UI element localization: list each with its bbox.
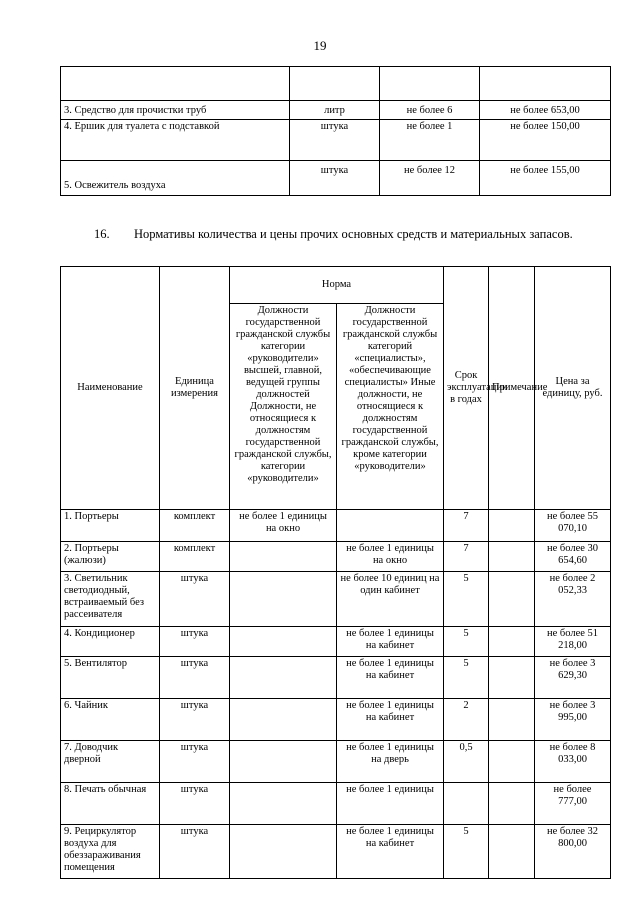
- cell-note: [489, 572, 535, 627]
- cell-unit: штука: [160, 699, 230, 741]
- supplies-table-continued: [60, 66, 611, 196]
- cell-unit: штука: [160, 572, 230, 627]
- header-note: Примечание: [489, 267, 535, 510]
- cell-unit: штука: [160, 825, 230, 879]
- cell-term: 5: [444, 657, 489, 699]
- cell-name: 6. Чайник: [61, 699, 160, 741]
- cell-note: [489, 510, 535, 542]
- cell-price: не более 150,00: [480, 120, 611, 161]
- cell-unit: штука: [290, 120, 380, 161]
- cell-norm: не более 12: [380, 161, 480, 196]
- cell-price: не более 653,00: [480, 101, 611, 120]
- header-unit: Единица измерения: [160, 267, 230, 510]
- cell-name: 7. Доводчик дверной: [61, 741, 160, 783]
- cell-note: [489, 627, 535, 657]
- cell-price: не более 155,00: [480, 161, 611, 196]
- cell-norm-a: [230, 572, 337, 627]
- table-header-row-empty: [61, 67, 611, 101]
- table-row: [61, 699, 611, 741]
- cell-price: не более 3 995,00: [535, 699, 611, 741]
- cell-name: 3. Средство для прочистки труб: [61, 101, 290, 120]
- cell-unit: комплект: [160, 510, 230, 542]
- cell-unit: штука: [290, 161, 380, 196]
- table-row: [61, 627, 611, 657]
- cell-note: [489, 825, 535, 879]
- cell-name: 9. Рециркулятор воздуха для обеззараживания помещения: [61, 825, 160, 879]
- header-price: Цена за единицу, руб.: [535, 267, 611, 510]
- table-row: [61, 120, 611, 161]
- cell-norm-b: не более 1 единицы: [337, 783, 444, 825]
- cell-price: не более 8 033,00: [535, 741, 611, 783]
- cell-norm-b: не более 1 единицы на кабинет: [337, 657, 444, 699]
- cell-note: [489, 699, 535, 741]
- cell-norm-a: [230, 741, 337, 783]
- table-row: [61, 783, 611, 825]
- cell-norm-b: [337, 510, 444, 542]
- cell-term: 0,5: [444, 741, 489, 783]
- table-row: [61, 572, 611, 627]
- cell-price: не более 777,00: [535, 783, 611, 825]
- section-number: 16.: [94, 227, 110, 241]
- norms-table: [60, 266, 611, 879]
- cell-name: 1. Портьеры: [61, 510, 160, 542]
- cell-unit: штука: [160, 783, 230, 825]
- table-row: [61, 510, 611, 542]
- cell-unit: штука: [160, 741, 230, 783]
- header-term: Срок эксплуатации в годах: [444, 267, 489, 510]
- cell-note: [489, 657, 535, 699]
- table-row: [61, 542, 611, 572]
- cell-term: 5: [444, 825, 489, 879]
- cell-note: [489, 741, 535, 783]
- cell-name: 4. Ершик для туалета с подставкой: [61, 120, 290, 161]
- cell-unit: комплект: [160, 542, 230, 572]
- cell-name: 4. Кондиционер: [61, 627, 160, 657]
- header-norm-managers: Должности государственной гражданской службы категории «руководители» высшей, главной, ведущей группы должностей Должности, не относящиеся к должностям государственной гражданской службы, категории «руководители»: [230, 304, 337, 510]
- cell-name: 5. Вентилятор: [61, 657, 160, 699]
- header-norma: Норма: [230, 267, 444, 304]
- cell-term: 7: [444, 510, 489, 542]
- cell-norm-a: [230, 627, 337, 657]
- cell-term: 5: [444, 627, 489, 657]
- cell-norm-a: [230, 657, 337, 699]
- cell-price: не более 32 800,00: [535, 825, 611, 879]
- cell-norm-b: не более 1 единицы на дверь: [337, 741, 444, 783]
- cell-name: 2. Портьеры (жалюзи): [61, 542, 160, 572]
- cell-norm-b: не более 1 единицы на кабинет: [337, 825, 444, 879]
- table-row: [61, 825, 611, 879]
- cell-term: [444, 783, 489, 825]
- cell-price: не более 2 052,33: [535, 572, 611, 627]
- cell-norm-b: не более 1 единицы на окно: [337, 542, 444, 572]
- cell-note: [489, 783, 535, 825]
- header-norm-specialists: Должности государственной гражданской службы категорий «специалисты», «обеспечивающие специалисты» Иные должности, не относящиеся к должностям государственной гражданской службы, кроме категории «руководители»: [337, 304, 444, 510]
- cell-unit: штука: [160, 657, 230, 699]
- header-name: Наименование: [61, 267, 160, 510]
- table-row: [61, 101, 611, 120]
- cell-unit: литр: [290, 101, 380, 120]
- page-number: 19: [313, 38, 327, 53]
- cell-norm-a: [230, 783, 337, 825]
- table-row: [61, 657, 611, 699]
- cell-unit: штука: [160, 627, 230, 657]
- cell-norm-a: не более 1 единицы на окно: [230, 510, 337, 542]
- cell-norm-b: не более 1 единицы на кабинет: [337, 627, 444, 657]
- table-row: [61, 741, 611, 783]
- cell-name: 3. Светильник светодиодный, встраиваемый без рассеивателя: [61, 572, 160, 627]
- cell-norm-a: [230, 542, 337, 572]
- cell-norm: не более 1: [380, 120, 480, 161]
- cell-term: 7: [444, 542, 489, 572]
- cell-note: [489, 542, 535, 572]
- section-heading: [60, 226, 610, 243]
- cell-price: не более 51 218,00: [535, 627, 611, 657]
- cell-name: 5. Освежитель воздуха: [61, 161, 290, 196]
- table-header-row: [61, 267, 611, 304]
- cell-norm-b: не более 10 единиц на один кабинет: [337, 572, 444, 627]
- cell-price: не более 30 654,60: [535, 542, 611, 572]
- cell-price: не более 3 629,30: [535, 657, 611, 699]
- section-title-text: Нормативы количества и цены прочих основных средств и материальных запасов.: [134, 227, 573, 241]
- table-row: [61, 161, 611, 196]
- cell-norm-a: [230, 699, 337, 741]
- cell-norm: не более 6: [380, 101, 480, 120]
- cell-name: 8. Печать обычная: [61, 783, 160, 825]
- cell-norm-a: [230, 825, 337, 879]
- cell-term: 2: [444, 699, 489, 741]
- cell-norm-b: не более 1 единицы на кабинет: [337, 699, 444, 741]
- cell-term: 5: [444, 572, 489, 627]
- cell-price: не более 55 070,10: [535, 510, 611, 542]
